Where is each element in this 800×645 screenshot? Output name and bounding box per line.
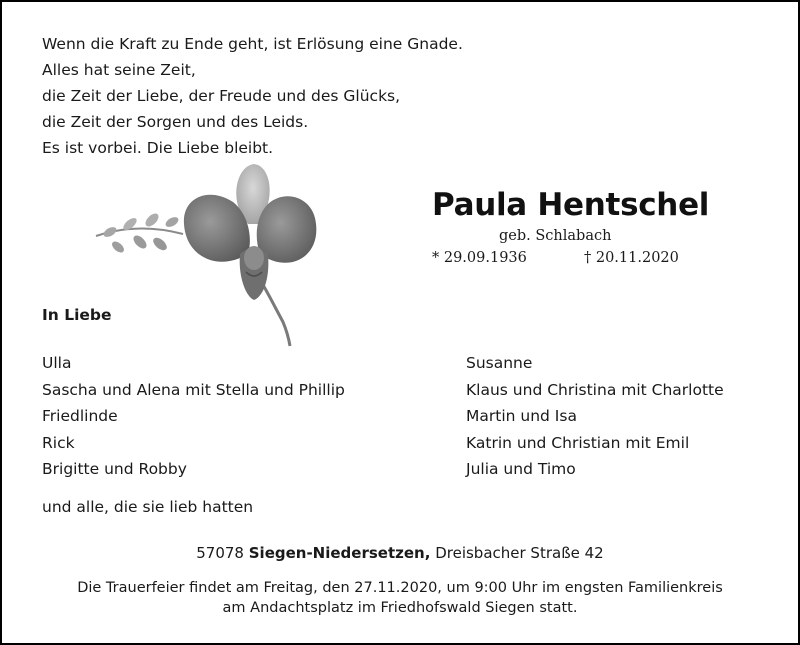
list-item: Ulla xyxy=(42,354,72,372)
list-item: Susanne xyxy=(466,354,533,372)
decedent-name: Paula Hentschel xyxy=(432,187,710,223)
leaf xyxy=(110,239,126,254)
leaf xyxy=(164,215,180,229)
list-item: Brigitte und Robby xyxy=(42,460,187,478)
list-item: Martin und Isa xyxy=(466,407,577,425)
leaf xyxy=(143,211,161,229)
list-item: Sascha und Alena mit Stella und Phillip xyxy=(42,380,345,399)
poem-line: Wenn die Kraft zu Ende geht, ist Erlösung eine Gnade. xyxy=(42,35,463,53)
leaf xyxy=(131,233,149,251)
leaf xyxy=(102,225,118,239)
mourners-left-list xyxy=(42,350,345,483)
column xyxy=(244,246,264,270)
poem-line: die Zeit der Sorgen und des Leids. xyxy=(42,113,309,131)
list-item: Rick xyxy=(42,433,75,452)
poem-line: die Zeit der Liebe, der Freude und des Glücks, xyxy=(42,87,401,105)
list-item: Klaus und Christina mit Charlotte xyxy=(466,380,724,399)
funeral-line: am Andachtsplatz im Friedhofswald Siegen statt. xyxy=(222,600,578,616)
poem-line: Es ist vorbei. Die Liebe bleibt. xyxy=(42,139,274,157)
funeral-line: Die Trauerfeier findet am Freitag, den 27.11.2020, um 9:00 Uhr im engsten Familienkreis xyxy=(77,580,723,596)
poem xyxy=(42,31,463,161)
mourners-heading: In Liebe xyxy=(42,306,112,324)
mourners-right-list xyxy=(466,350,724,483)
address-city: Siegen-Niedersetzen, xyxy=(248,544,431,562)
death-date: † 20.11.2020 xyxy=(584,250,679,266)
leaf xyxy=(151,235,169,252)
maiden-name: geb. Schlabach xyxy=(499,228,612,244)
birth-date: * 29.09.1936 xyxy=(432,250,527,266)
list-item: Katrin und Christian mit Emil xyxy=(466,433,690,452)
address xyxy=(2,544,798,562)
list-item: Julia und Timo xyxy=(466,460,576,478)
orchid-illustration xyxy=(88,162,318,348)
funeral-info xyxy=(2,578,798,618)
list-item: Friedlinde xyxy=(42,407,118,425)
mourners-closing: und alle, die sie lieb hatten xyxy=(42,498,254,516)
address-street: Dreisbacher Straße 42 xyxy=(435,544,604,562)
poem-line: Alles hat seine Zeit, xyxy=(42,61,196,79)
address-postcode: 57078 xyxy=(196,544,244,562)
